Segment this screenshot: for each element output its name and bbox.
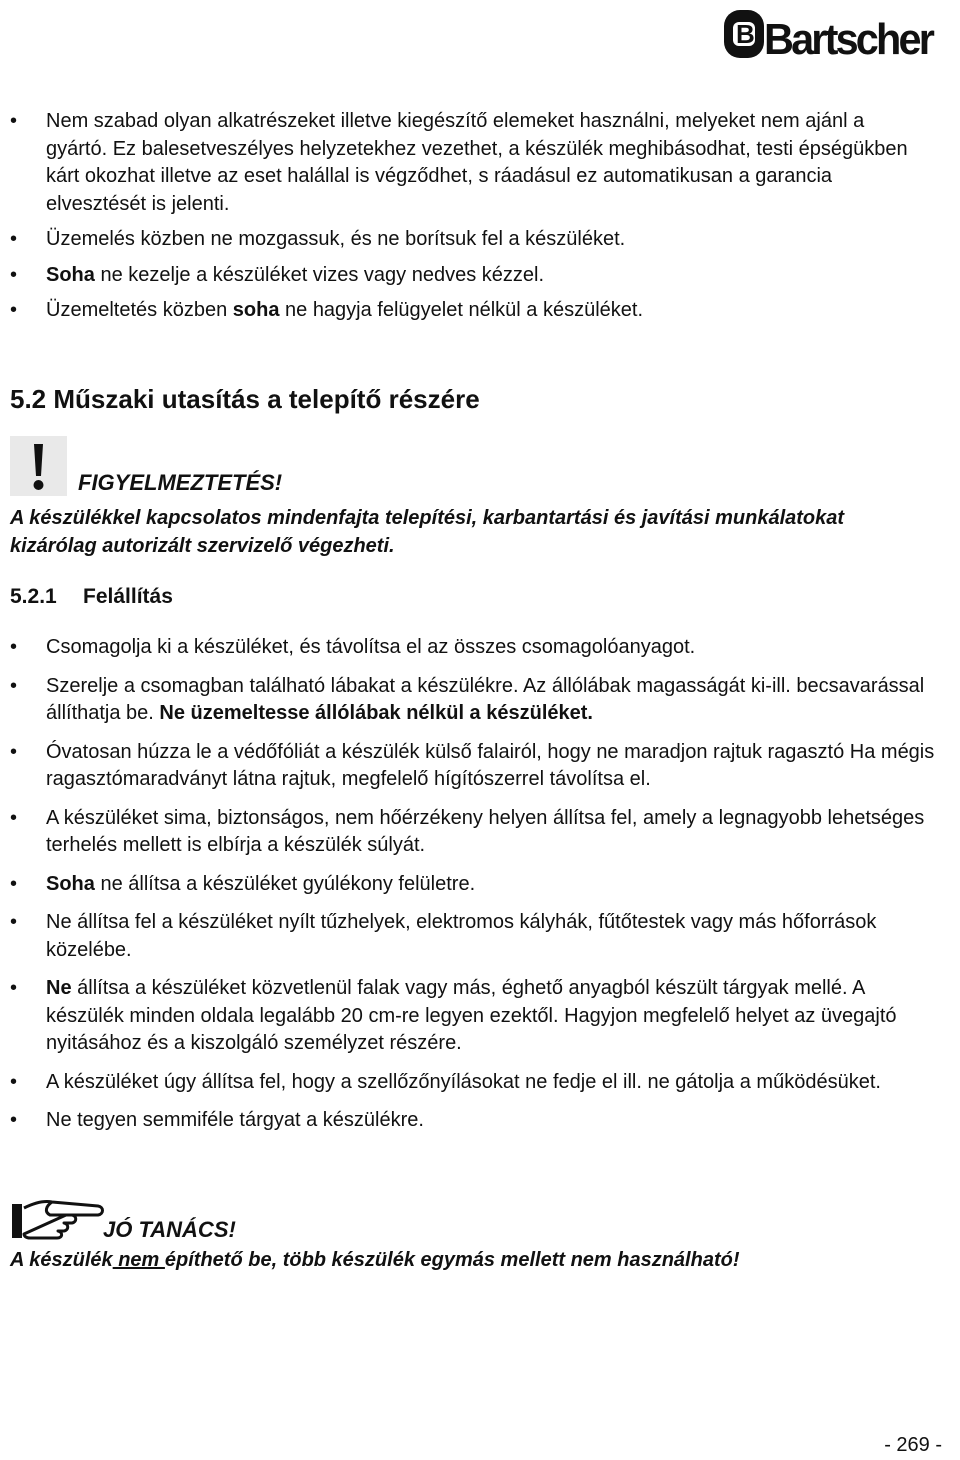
section-heading-5-2: 5.2 Műszaki utasítás a telepítő részére [10, 384, 480, 414]
list-item: • Ne tegyen semmiféle tárgyat a készülékre. [0, 1107, 940, 1135]
section-number: 5.2.1 [10, 585, 57, 608]
list-item: • Nem szabad olyan alkatrészeket illetve kiegészítő elemeket használni, melyeket nem ajánl a gyártó. Ez balesetveszélyes helyzetekhez vezethet, a készülék meghibásodhat, testi épségükben kárt okozhat illetve az eset halállal is végződhet, s ráadásul ez automatikusan a garancia elvesztését is jelenti. [0, 108, 915, 218]
safety-bullet-list [0, 108, 915, 333]
list-item: • Csomagolja ki a készüléket, és távolítsa el az összes csomagolóanyagot. [0, 634, 940, 662]
list-item: • Óvatosan húzza le a védőfóliát a készülék külső falairól, hogy ne maradjon rajtuk ragasztó Ha mégis ragasztómaradványt látna rajtuk, megfelelő hígítószerrel távolítsa el. [0, 739, 940, 794]
installation-bullet-list [0, 634, 940, 1146]
logo-text: Bartscher [764, 15, 935, 64]
list-item: • Üzemeltetés közben soha ne hagyja felügyelet nélkül a készüléket. [0, 297, 915, 325]
list-item: • Ne állítsa a készüléket közvetlenül falak vagy más, éghető anyagból készült tárgyak mellé. A készülék minden oldala legalább 20 cm-re legyen ezektől. Hagyjon megfelelő helyet az üvegajtó nyitásához és a kiszolgáló személyzet részére. [0, 975, 940, 1058]
list-item: • Ne állítsa fel a készüléket nyílt tűzhelyek, elektromos kályhák, fűtőtestek vagy más hőforrások közelébe. [0, 909, 940, 964]
svg-text:B: B [736, 19, 755, 49]
section-title: Felállítás [83, 585, 173, 608]
list-item: • A készüléket sima, biztonságos, nem hőérzékeny helyen állítsa fel, amely a legnagyobb lehetséges terhelés mellett is elbírja a készülék súlyát. [0, 805, 940, 860]
list-item: • Soha ne állítsa a készüléket gyúlékony felületre. [0, 871, 940, 899]
tip-text: A készülék nem építhető be, több készülék egymás mellett nem használható! [10, 1249, 740, 1271]
bartscher-logo [722, 4, 936, 64]
pointing-hand-icon [10, 1196, 106, 1242]
warning-text: A készülékkel kapcsolatos mindenfajta telepítési, karbantartási és javítási munkálatokat kizárólag autorizált szervizelő végezheti. [10, 507, 845, 557]
list-item: • Üzemelés közben ne mozgassuk, és ne borítsuk fel a készüléket. [0, 226, 915, 254]
list-item: • Szerelje a csomagban található lábakat a készülékre. Az állólábak magasságát ki-ill. becsavarással állíthatja be. Ne üzemeltesse állólábak nélkül a készüléket. [0, 673, 940, 728]
page-number: - 269 - [884, 1434, 942, 1456]
warning-title: FIGYELMEZTETÉS! [78, 470, 283, 495]
list-item: • A készüléket úgy állítsa fel, hogy a szellőzőnyílásokat ne fedje el ill. ne gátolja a működésüket. [0, 1069, 940, 1097]
tip-title: JÓ TANÁCS! [103, 1217, 236, 1242]
list-item: • Soha ne kezelje a készüléket vizes vagy nedves kézzel. [0, 262, 915, 290]
section-heading-5-2-1 [10, 585, 173, 609]
exclamation-icon [10, 436, 67, 496]
